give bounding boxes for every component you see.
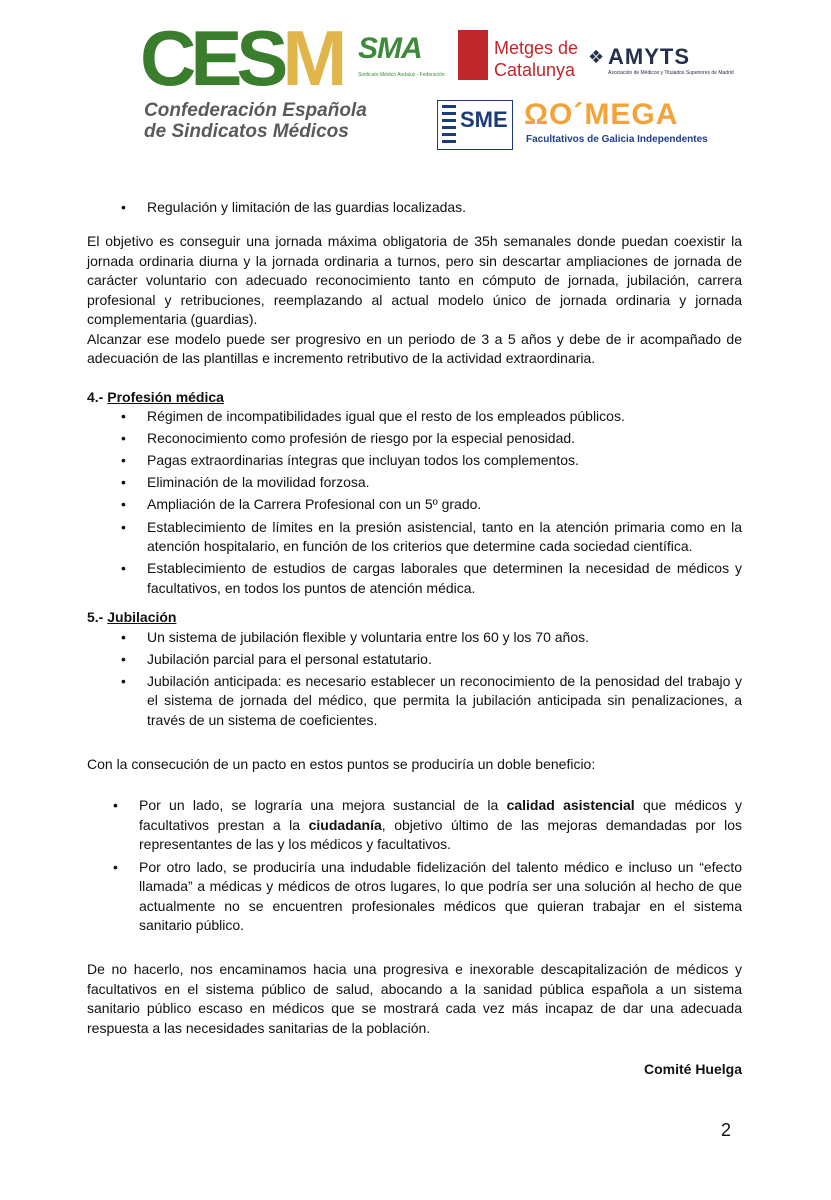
document-body — [87, 198, 742, 1080]
letterhead — [0, 0, 831, 160]
section-5-heading: 5.- Jubilación — [87, 609, 177, 626]
sme-stripes-icon — [442, 105, 456, 143]
list-item: • Por un lado, se lograría una mejora sustancial de la calidad asistencial que médicos y facultativos prestan a la ciudadanía, objetivo último de las mejoras demandadas por los representantes de las y los médicos y facultativos. — [113, 797, 742, 853]
cesm-logo — [140, 14, 367, 143]
section-4-heading: 4.- Profesión médica — [87, 388, 224, 405]
list-item: • Establecimiento de estudios de cargas laborales que determinen la necesidad de médicos y facultativos, en todos los puntos de atención médica. — [121, 560, 742, 596]
list-item: • Jubilación parcial para el personal estatutario. — [121, 650, 432, 667]
list-item: • Establecimiento de límites en la presión asistencial, tanto en la atención primaria como en la atención hospitalario, en función de los criterios que determine cada sociedad científica. — [121, 518, 742, 555]
sme-logo: SME — [437, 100, 513, 150]
paragraph-objective: El objetivo es conseguir una jornada máxima obligatoria de 35h semanales donde puedan coexistir la jornada ordinaria diurna y la jornada ordinaria a turnos, pero sin descartar ampliaciones de jornada de carácter voluntario con adecuado reconocimiento tanto en cómputo de jornada, jubilación, carrera profesional y retribuciones, reemplazando al actual modelo único de jornada ordinaria y jornada complementaria (guardias). — [87, 233, 742, 328]
section-5-list — [87, 628, 742, 731]
page-number: 2 — [720, 1120, 731, 1140]
signature: Comité Huelga — [643, 1061, 742, 1078]
list-item: • Un sistema de jubilación flexible y voluntaria entre los 60 y los 70 años. — [121, 628, 590, 645]
paragraph-conclusion: De no hacerlo, nos encaminamos hacia una progresiva e inexorable descapitalización de médicos y facultativos en el sistema público de salud, abocando a la sanidad pública española a un sistema sanitario público escaso en médicos que se mostrará cada vez más incapaz de dar una adecuada respuesta a las necesidades sanitarias de la población. — [87, 961, 742, 1036]
omega-logo: ΩO´MEGA Facultativos de Galicia Independentes — [524, 98, 708, 145]
cesm-logo-letters: CESM — [140, 14, 342, 102]
list-item: • Reconocimiento como profesión de riesgo por la especial penosidad. — [121, 430, 576, 447]
paragraph-progressive: Alcanzar ese modelo puede ser progresivo en un periodo de 3 a 5 años y debe de ir acompañado de adecuación de las plantillas e incremento retributivo de la actividad extraordinaria. — [87, 330, 742, 367]
list-item: • Regulación y limitación de las guardias localizadas. — [121, 199, 467, 215]
bullet-list-top — [87, 198, 742, 218]
amyts-mark-icon: ❖ — [588, 47, 605, 67]
cesm-logo-text: Confederación Española de Sindicatos Médicos — [144, 100, 367, 142]
metges-de-catalunya-logo: Metges de Catalunya — [458, 30, 578, 85]
section-4-list — [87, 407, 742, 598]
list-item: • Eliminación de la movilidad forzosa. — [121, 474, 370, 491]
list-item: • Pagas extraordinarias íntegras que incluyan todos los complementos. — [121, 452, 579, 469]
benefits-list — [87, 796, 742, 935]
sma-logo: SMA Sindicato Médico Andaluz - Federación — [358, 32, 445, 78]
paragraph-pact-intro: Con la consecución de un pacto en estos puntos se produciría un doble beneficio: — [87, 755, 596, 772]
list-item: • Jubilación anticipada: es necesario establecer un reconocimiento de la penosidad del trabajo y el sistema de jornada del médico, que permita la jubilación anticipada sin penalizaciones, a través de un sistema de coeficientes. — [121, 672, 742, 728]
list-item: • Ampliación de la Carrera Profesional con un 5º grado. — [121, 496, 482, 513]
list-item: • Régimen de incompatibilidades igual que el resto de los empleados públicos. — [121, 408, 625, 425]
metges-logo-mark-icon — [458, 30, 488, 80]
list-item: • Por otro lado, se produciría una indudable fidelización del talento médico e incluso un “efecto llamada” a médicas y médicos de otros lugares, lo que podría ser una solución al hecho de que actualmente no se encuentren profesionales médicos que quieran trabajar en el sistema sanitario público. — [113, 858, 742, 934]
amyts-logo: ❖ AMYTS Asociación de Médicos y Titulados Superiores de Madrid — [588, 44, 734, 76]
